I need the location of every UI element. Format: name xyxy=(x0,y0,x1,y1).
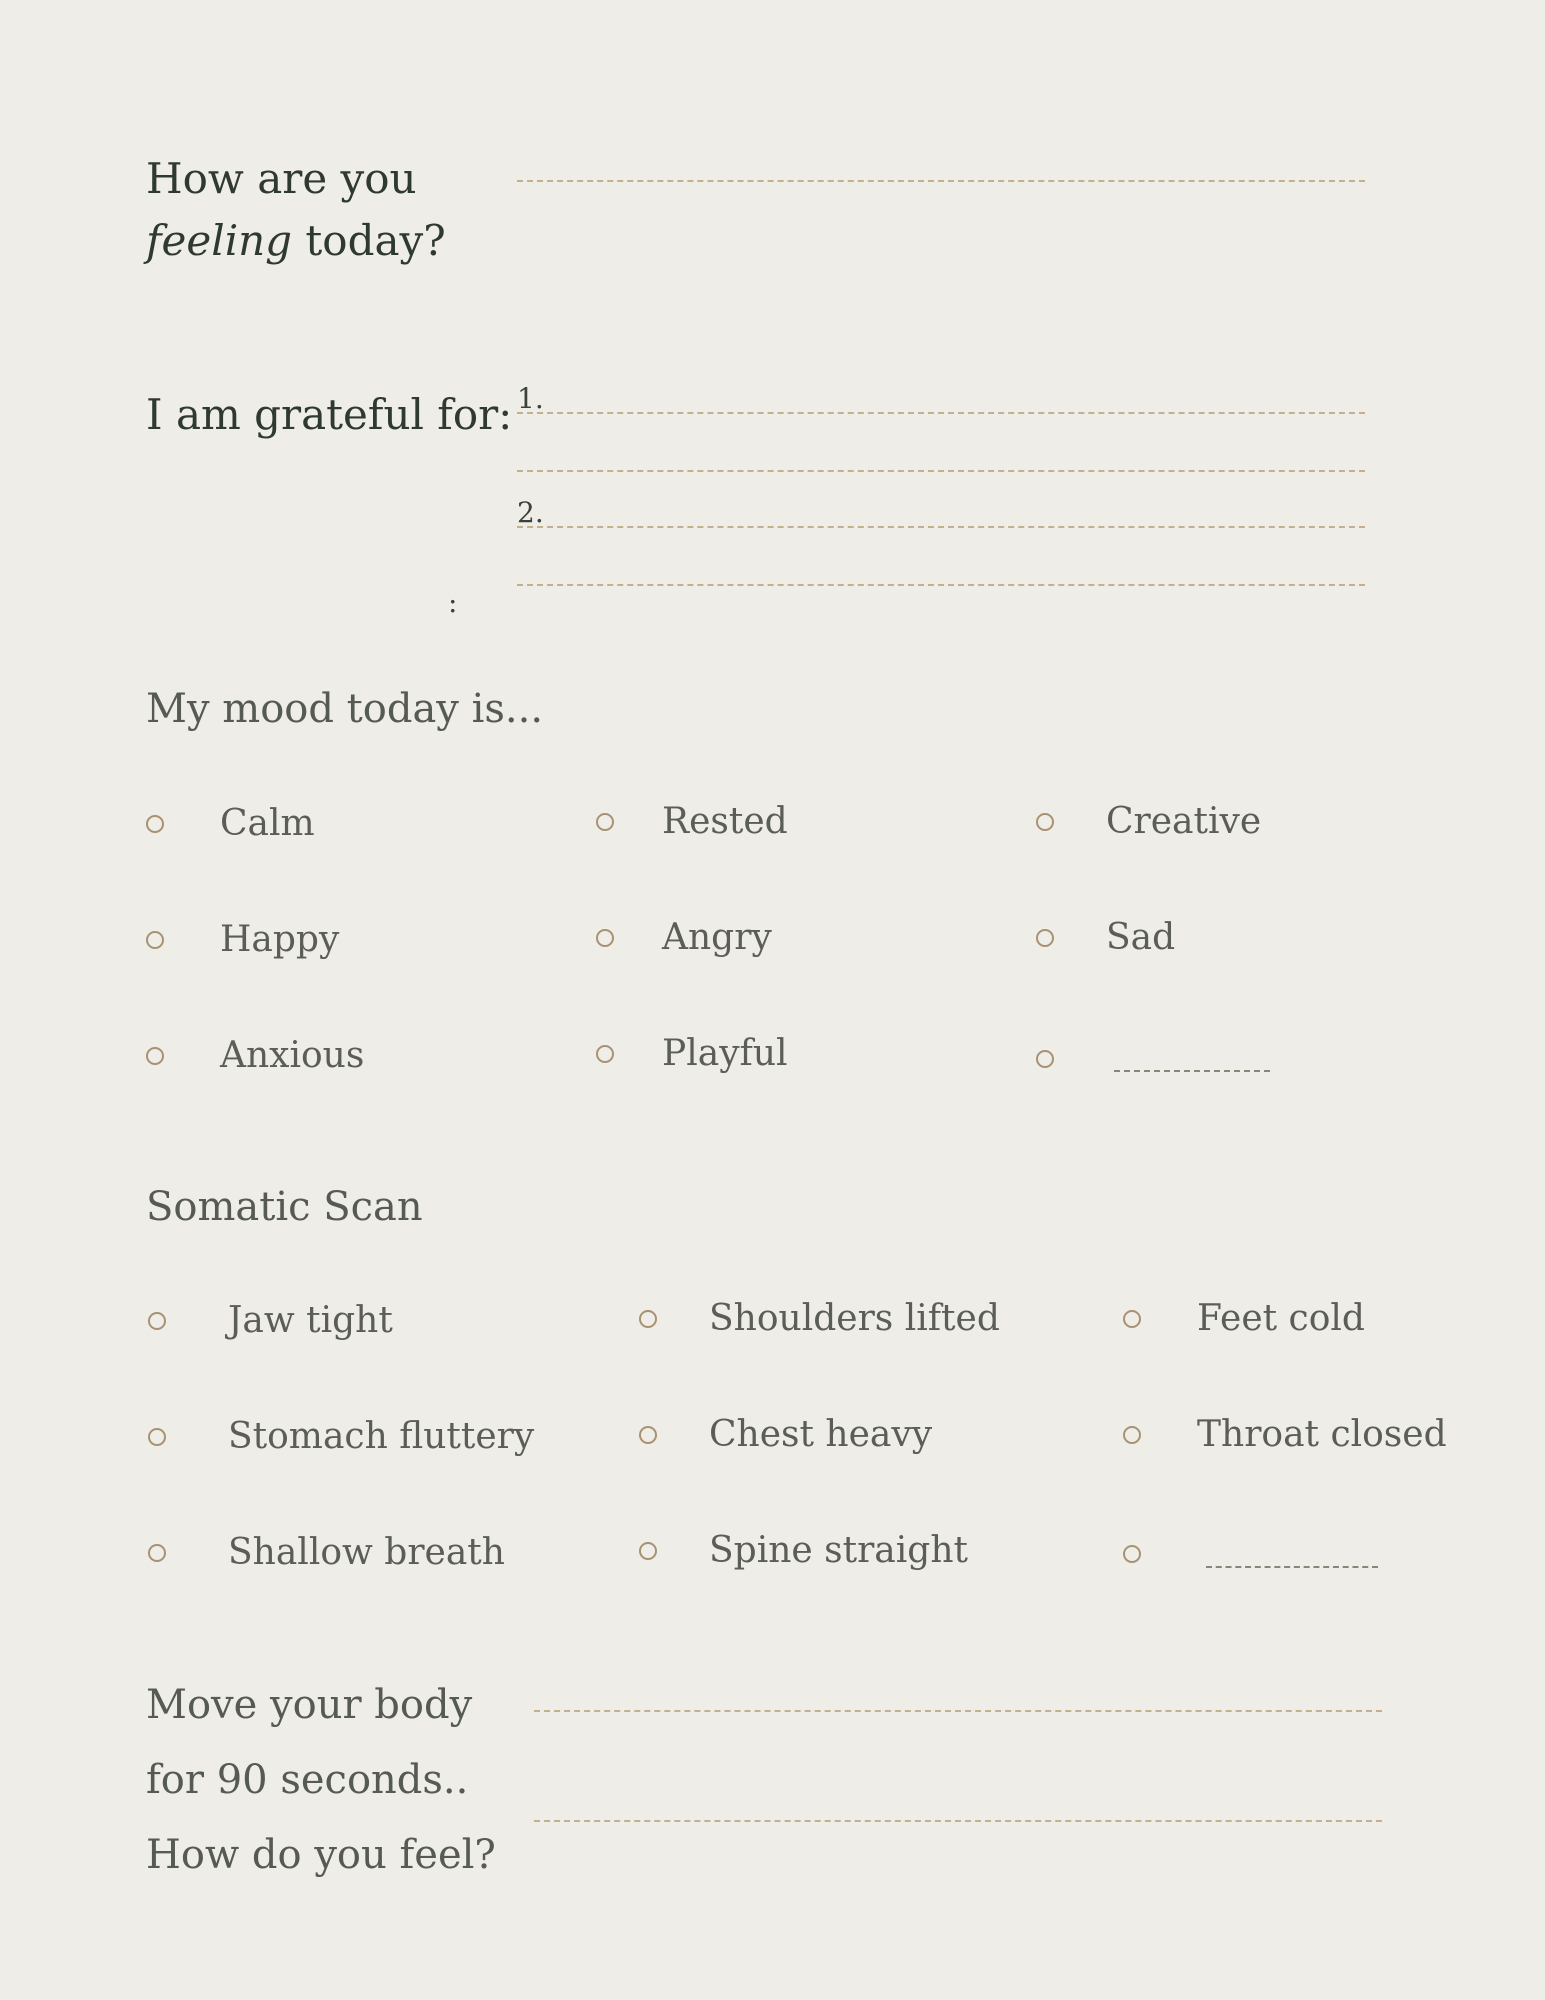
grateful-number-1: 1. xyxy=(517,382,544,415)
move-question xyxy=(146,1668,496,1893)
move-answer-line-2[interactable] xyxy=(534,1820,1382,1822)
mood-option-label: Creative xyxy=(1106,801,1262,842)
somatic-option-chest-heavy[interactable] xyxy=(639,1414,932,1455)
feeling-question xyxy=(146,148,446,272)
somatic-option-throat-closed[interactable] xyxy=(1123,1414,1447,1455)
somatic-option-label: Stomach fluttery xyxy=(228,1416,535,1457)
somatic-other-blank-line[interactable] xyxy=(1206,1566,1378,1568)
somatic-option-jaw-tight[interactable] xyxy=(148,1300,393,1341)
move-question-line1: Move your body xyxy=(146,1682,473,1728)
somatic-title: Somatic Scan xyxy=(146,1184,423,1230)
move-answer-line-1[interactable] xyxy=(534,1710,1382,1712)
mood-option-label: Anxious xyxy=(220,1035,365,1076)
checkbox-circle-icon[interactable] xyxy=(1036,929,1054,947)
somatic-option-feet-cold[interactable] xyxy=(1123,1298,1365,1339)
move-question-line2: for 90 seconds.. xyxy=(146,1757,469,1803)
feeling-emphasis: feeling xyxy=(146,216,293,265)
somatic-option-label: Throat closed xyxy=(1197,1414,1447,1455)
feeling-question-line1: How are you xyxy=(146,154,417,203)
somatic-option-shallow-breath[interactable] xyxy=(148,1532,505,1573)
mood-option-other[interactable] xyxy=(1036,1050,1054,1068)
somatic-option-label: Shallow breath xyxy=(228,1532,505,1573)
mood-other-blank-line[interactable] xyxy=(1114,1070,1270,1072)
checkbox-circle-icon[interactable] xyxy=(1123,1545,1141,1563)
checkbox-circle-icon[interactable] xyxy=(596,929,614,947)
checkbox-circle-icon[interactable] xyxy=(1123,1426,1141,1444)
checkbox-circle-icon[interactable] xyxy=(1036,1050,1054,1068)
mood-title: My mood today is... xyxy=(146,686,544,732)
mood-option-happy[interactable] xyxy=(146,919,339,960)
mood-option-playful[interactable] xyxy=(596,1033,788,1074)
mood-option-label: Rested xyxy=(662,801,788,842)
grateful-line-2a[interactable] xyxy=(517,526,1365,528)
checkbox-circle-icon[interactable] xyxy=(596,813,614,831)
somatic-option-label: Feet cold xyxy=(1197,1298,1365,1339)
mood-option-label: Sad xyxy=(1106,917,1176,958)
checkbox-circle-icon[interactable] xyxy=(146,931,164,949)
checkbox-circle-icon[interactable] xyxy=(1123,1310,1141,1328)
checkbox-circle-icon[interactable] xyxy=(146,1047,164,1065)
mood-option-label: Calm xyxy=(220,803,315,844)
checkbox-circle-icon[interactable] xyxy=(146,815,164,833)
checkbox-circle-icon[interactable] xyxy=(148,1312,166,1330)
mood-option-rested[interactable] xyxy=(596,801,788,842)
somatic-option-other[interactable] xyxy=(1123,1545,1141,1563)
mood-option-sad[interactable] xyxy=(1036,917,1175,958)
feeling-question-line2 xyxy=(146,210,446,272)
mood-option-label: Angry xyxy=(662,917,772,958)
somatic-option-spine-straight[interactable] xyxy=(639,1530,968,1571)
feeling-question-line2-rest: today? xyxy=(292,216,446,265)
somatic-option-shoulders-lifted[interactable] xyxy=(639,1298,1000,1339)
mood-option-label: Playful xyxy=(662,1033,788,1074)
grateful-line-2b[interactable] xyxy=(517,584,1365,586)
feeling-answer-line[interactable] xyxy=(517,180,1365,182)
checkbox-circle-icon[interactable] xyxy=(148,1428,166,1446)
stray-colon: : xyxy=(448,586,458,619)
mood-option-label: Happy xyxy=(220,919,340,960)
somatic-option-stomach-fluttery[interactable] xyxy=(148,1416,534,1457)
checkbox-circle-icon[interactable] xyxy=(1036,813,1054,831)
checkbox-circle-icon[interactable] xyxy=(639,1542,657,1560)
mood-option-anxious[interactable] xyxy=(146,1035,364,1076)
grateful-number-2: 2. xyxy=(517,496,544,529)
grateful-line-1b[interactable] xyxy=(517,470,1365,472)
mood-option-angry[interactable] xyxy=(596,917,772,958)
somatic-option-label: Chest heavy xyxy=(709,1414,933,1455)
checkbox-circle-icon[interactable] xyxy=(148,1544,166,1562)
mood-option-creative[interactable] xyxy=(1036,801,1261,842)
grateful-line-1a[interactable] xyxy=(517,412,1365,414)
checkbox-circle-icon[interactable] xyxy=(596,1045,614,1063)
somatic-option-label: Jaw tight xyxy=(228,1300,393,1341)
move-question-line3: How do you feel? xyxy=(146,1832,496,1878)
somatic-option-label: Spine straight xyxy=(709,1530,968,1571)
grateful-label: I am grateful for: xyxy=(146,390,513,439)
checkbox-circle-icon[interactable] xyxy=(639,1310,657,1328)
somatic-option-label: Shoulders lifted xyxy=(709,1298,1000,1339)
checkbox-circle-icon[interactable] xyxy=(639,1426,657,1444)
mood-option-calm[interactable] xyxy=(146,803,315,844)
